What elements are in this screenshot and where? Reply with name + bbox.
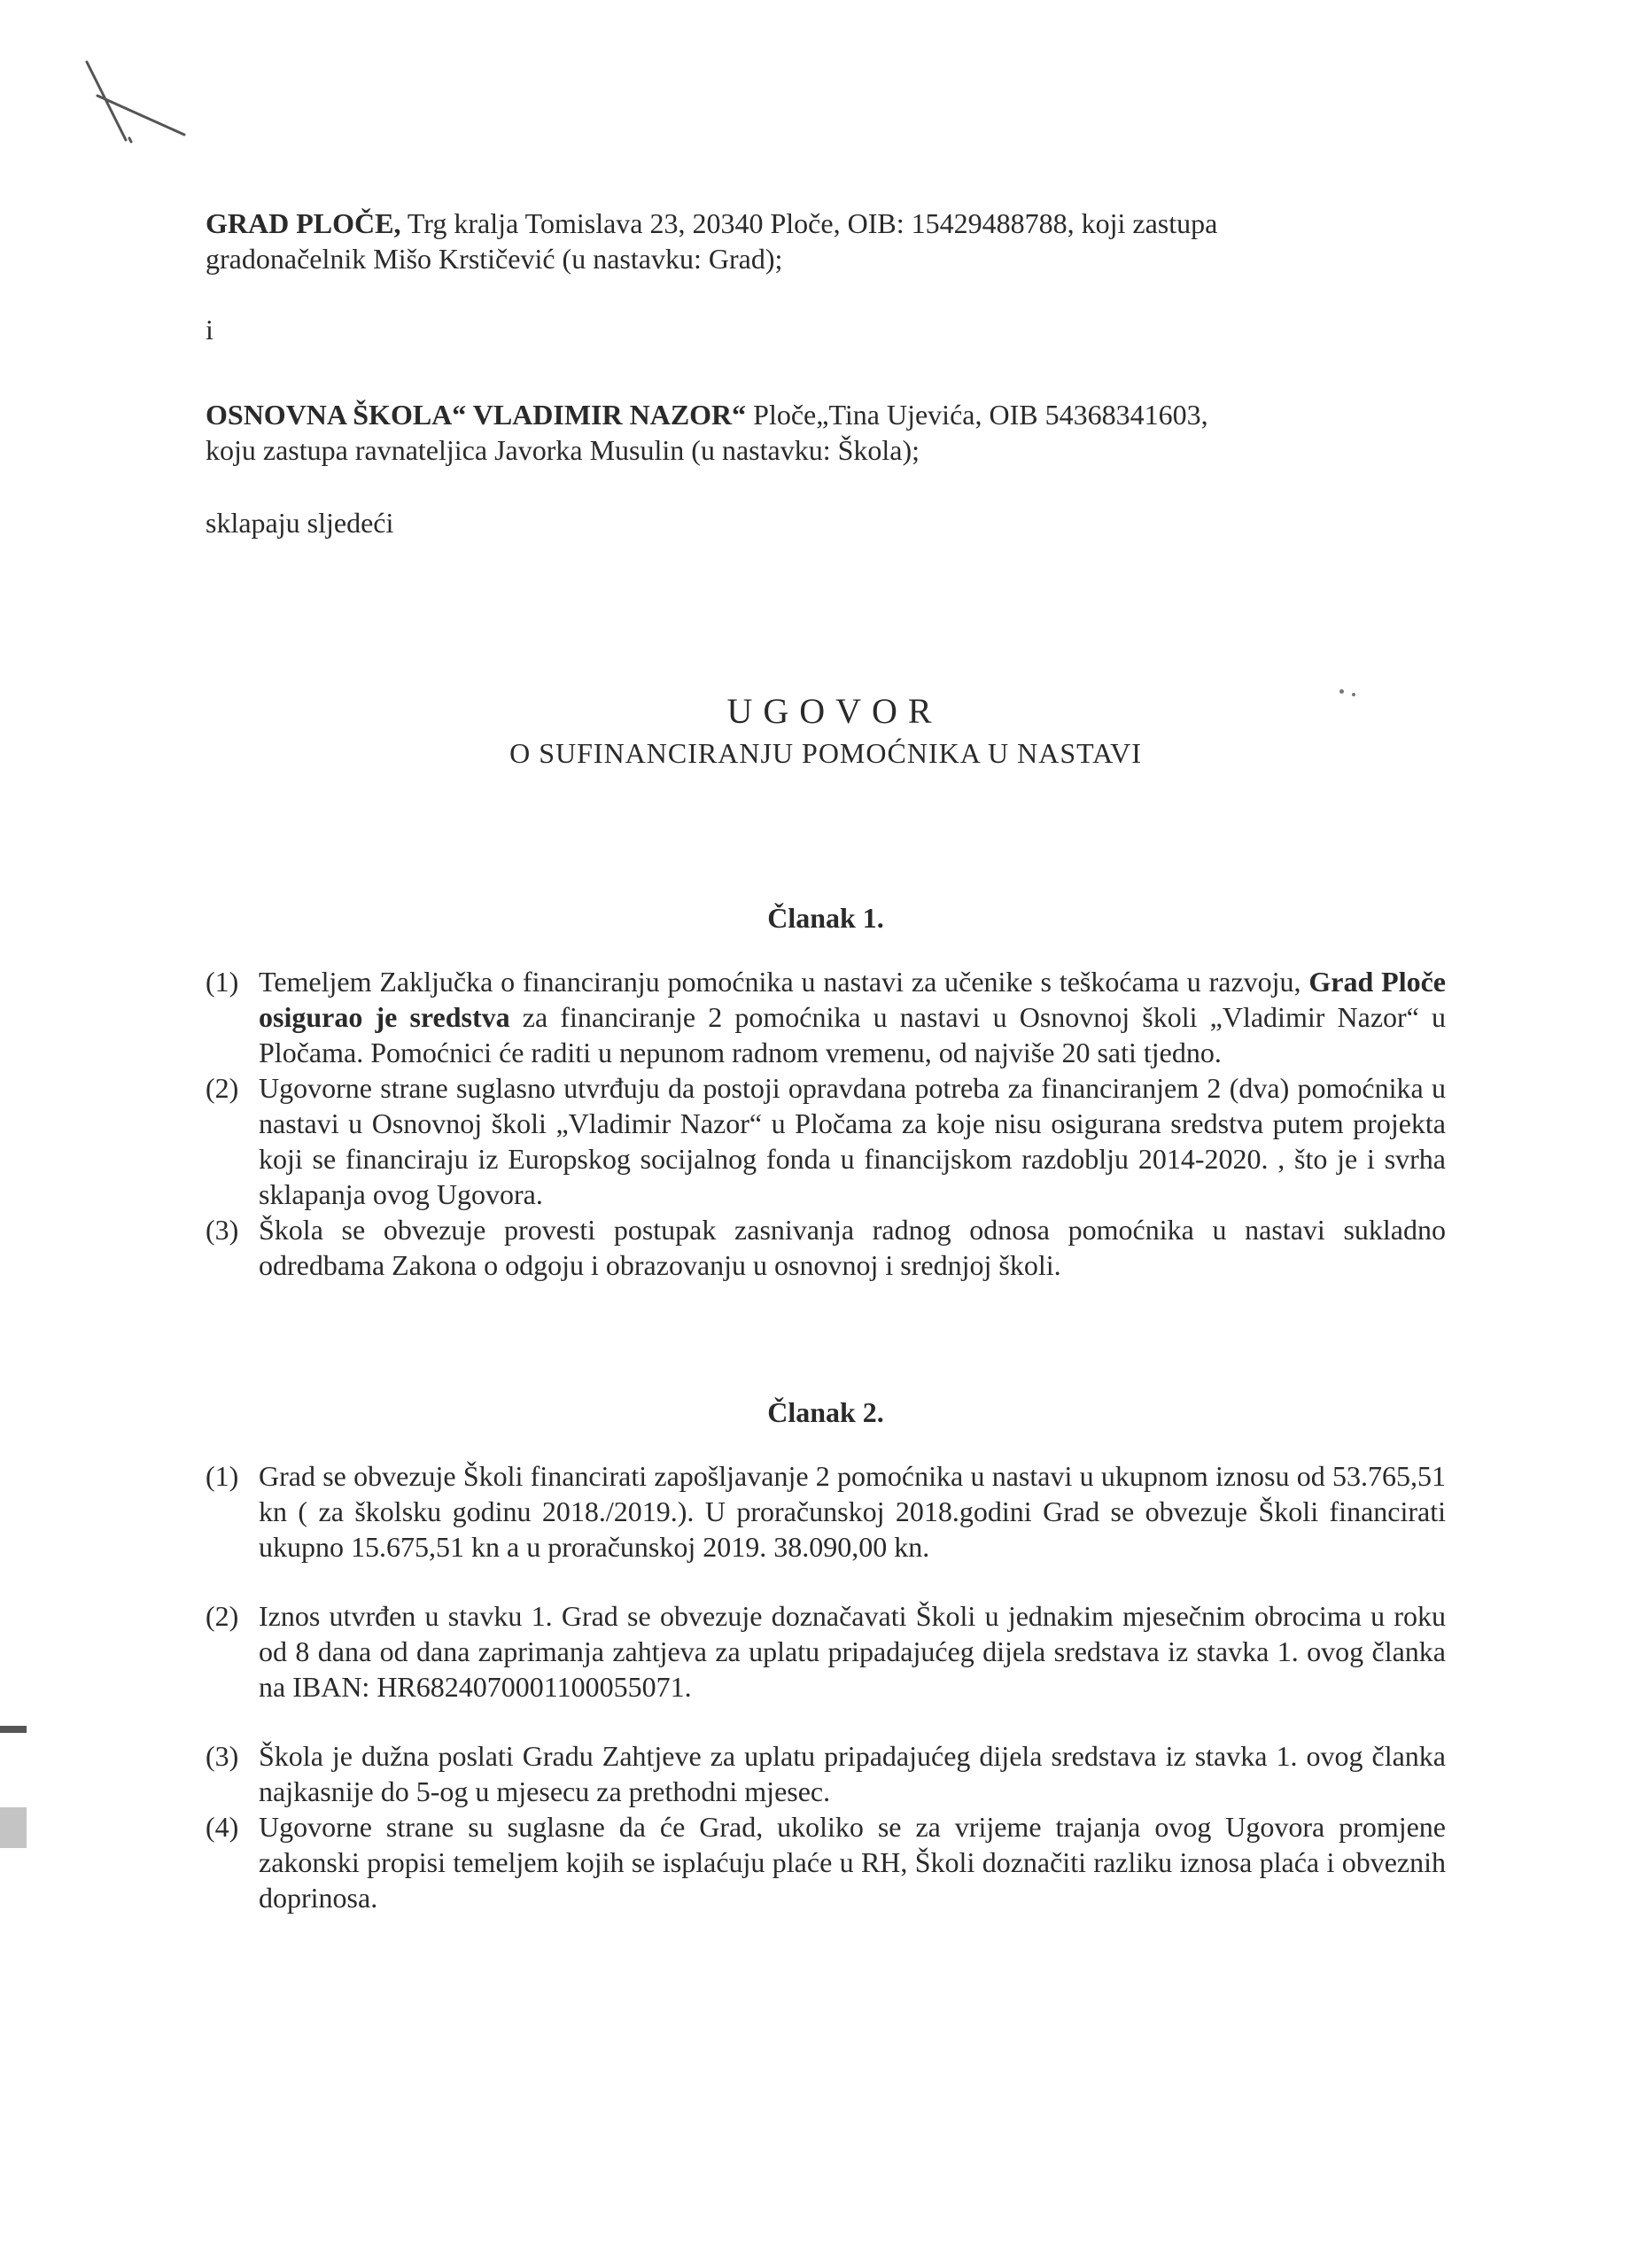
party-city <box>206 206 1446 276</box>
intro-text: sklapaju sljedeći <box>206 507 394 539</box>
article-1-item-1 <box>206 964 1446 1070</box>
party-school-details: Ploče„Tina Ujevića, OIB 54368341603, <box>746 399 1208 431</box>
item-text-part: Temeljem Zaključka o financiranju pomoćnika u nastavi za učenike s teškoćama u razvoju, <box>259 966 1309 998</box>
article-2-item-1 <box>206 1458 1446 1565</box>
item-text-bold: Grad Ploče osigurao je sredstva <box>259 966 1447 1033</box>
pen-stroke-mark <box>80 53 213 159</box>
party-separator: i <box>206 314 214 346</box>
article-1-item-2 <box>206 1070 1446 1212</box>
article-1-items <box>206 964 1446 1283</box>
item-number: (2) <box>206 1600 239 1632</box>
scan-edge-mark-lower <box>0 1807 27 1848</box>
article-2-heading: Članak 2. <box>767 1396 884 1428</box>
item-text-part: za financiranje 2 pomoćnika u nastavi u Osnovnoj školi „Vladimir Nazor“ u Pločama. Pomoćnici će raditi u nepunom radnom vremenu, od najviše 20 sati tjedno. <box>259 1001 1447 1068</box>
item-number: (3) <box>206 1214 239 1246</box>
contract-subtitle: O SUFINANCIRANJU POMOĆNIKA U NASTAVI <box>509 737 1142 769</box>
article-2-item-3 <box>206 1738 1446 1809</box>
item-number: (1) <box>206 1460 239 1492</box>
party-city-representative: gradonačelnik Mišo Krstičević (u nastavku: Grad); <box>206 243 783 275</box>
article-2-item-4 <box>206 1809 1446 1915</box>
item-text: Ugovorne strane su suglasne da će Grad, ukoliko se za vrijeme trajanja ovog Ugovora promjene zakonski propisi temeljem kojih se isplaćuju plaće u RH, Školi doznačiti razliku iznosa plaća i obveznih doprinosa. <box>259 1811 1446 1914</box>
item-number: (2) <box>206 1072 239 1104</box>
party-school <box>206 397 1446 468</box>
article-2-item-2 <box>206 1598 1446 1705</box>
item-text: Grad se obvezuje Školi financirati zapošljavanje 2 pomoćnika u nastavi u ukupnom iznosu od 53.765,51 kn ( za školsku godinu 2018./2019.). U proračunskoj 2018.godini Grad se obvezuje Školi financirati ukupno 15.675,51 kn a u proračunskoj 2019. 38.090,00 kn. <box>259 1460 1446 1563</box>
party-city-details: Trg kralja Tomislava 23, 20340 Ploče, OIB: 15429488788, koji zastupa <box>400 207 1218 239</box>
item-text: Iznos utvrđen u stavku 1. Grad se obvezuje doznačavati Školi u jednakim mjesečnim obrocima u roku od 8 dana od dana zaprimanja zahtjeva za uplatu pripadajućeg dijela sredstava iz stavka 1. ovog članka na IBAN: HR6824070001100055071. <box>259 1600 1446 1703</box>
article-2-items <box>206 1458 1446 1915</box>
item-number: (1) <box>206 966 239 998</box>
item-text: Ugovorne strane suglasno utvrđuju da postoji opravdana potreba za financiranjem 2 (dva) pomoćnika u nastavi u Osnovnoj školi „Vladimir Nazor“ u Pločama za koje nisu osigurana sredstva putem projekta koji se financiraju iz Europskog socijalnog fonda u financijskom razdoblju 2014-2020. , što je i svrha sklapanja ovog Ugovora. <box>259 1072 1446 1210</box>
article-1-item-3 <box>206 1212 1446 1283</box>
item-number: (4) <box>206 1811 239 1843</box>
scan-edge-mark-upper <box>0 1726 27 1733</box>
item-text: Škola je dužna poslati Gradu Zahtjeve za uplatu pripadajućeg dijela sredstava iz stavka 1. ovog članka najkasnije do 5-og u mjesecu za prethodni mjesec. <box>259 1740 1446 1807</box>
party-city-name: GRAD PLOČE, <box>206 207 401 239</box>
article-1-heading: Članak 1. <box>767 902 884 934</box>
contract-title: UGOVOR <box>726 691 943 731</box>
item-text: Škola se obvezuje provesti postupak zasnivanja radnog odnosa pomoćnika u nastavi sukladno odredbama Zakona o odgoju i obrazovanju u osnovnoj i srednjoj školi. <box>259 1214 1446 1281</box>
party-school-name: OSNOVNA ŠKOLA“ VLADIMIR NAZOR“ <box>206 399 747 431</box>
party-school-representative: koju zastupa ravnateljica Javorka Musulin (u nastavku: Škola); <box>206 434 920 466</box>
item-number: (3) <box>206 1740 239 1772</box>
item-text <box>259 964 1446 1070</box>
contract-document <box>206 206 1446 1915</box>
